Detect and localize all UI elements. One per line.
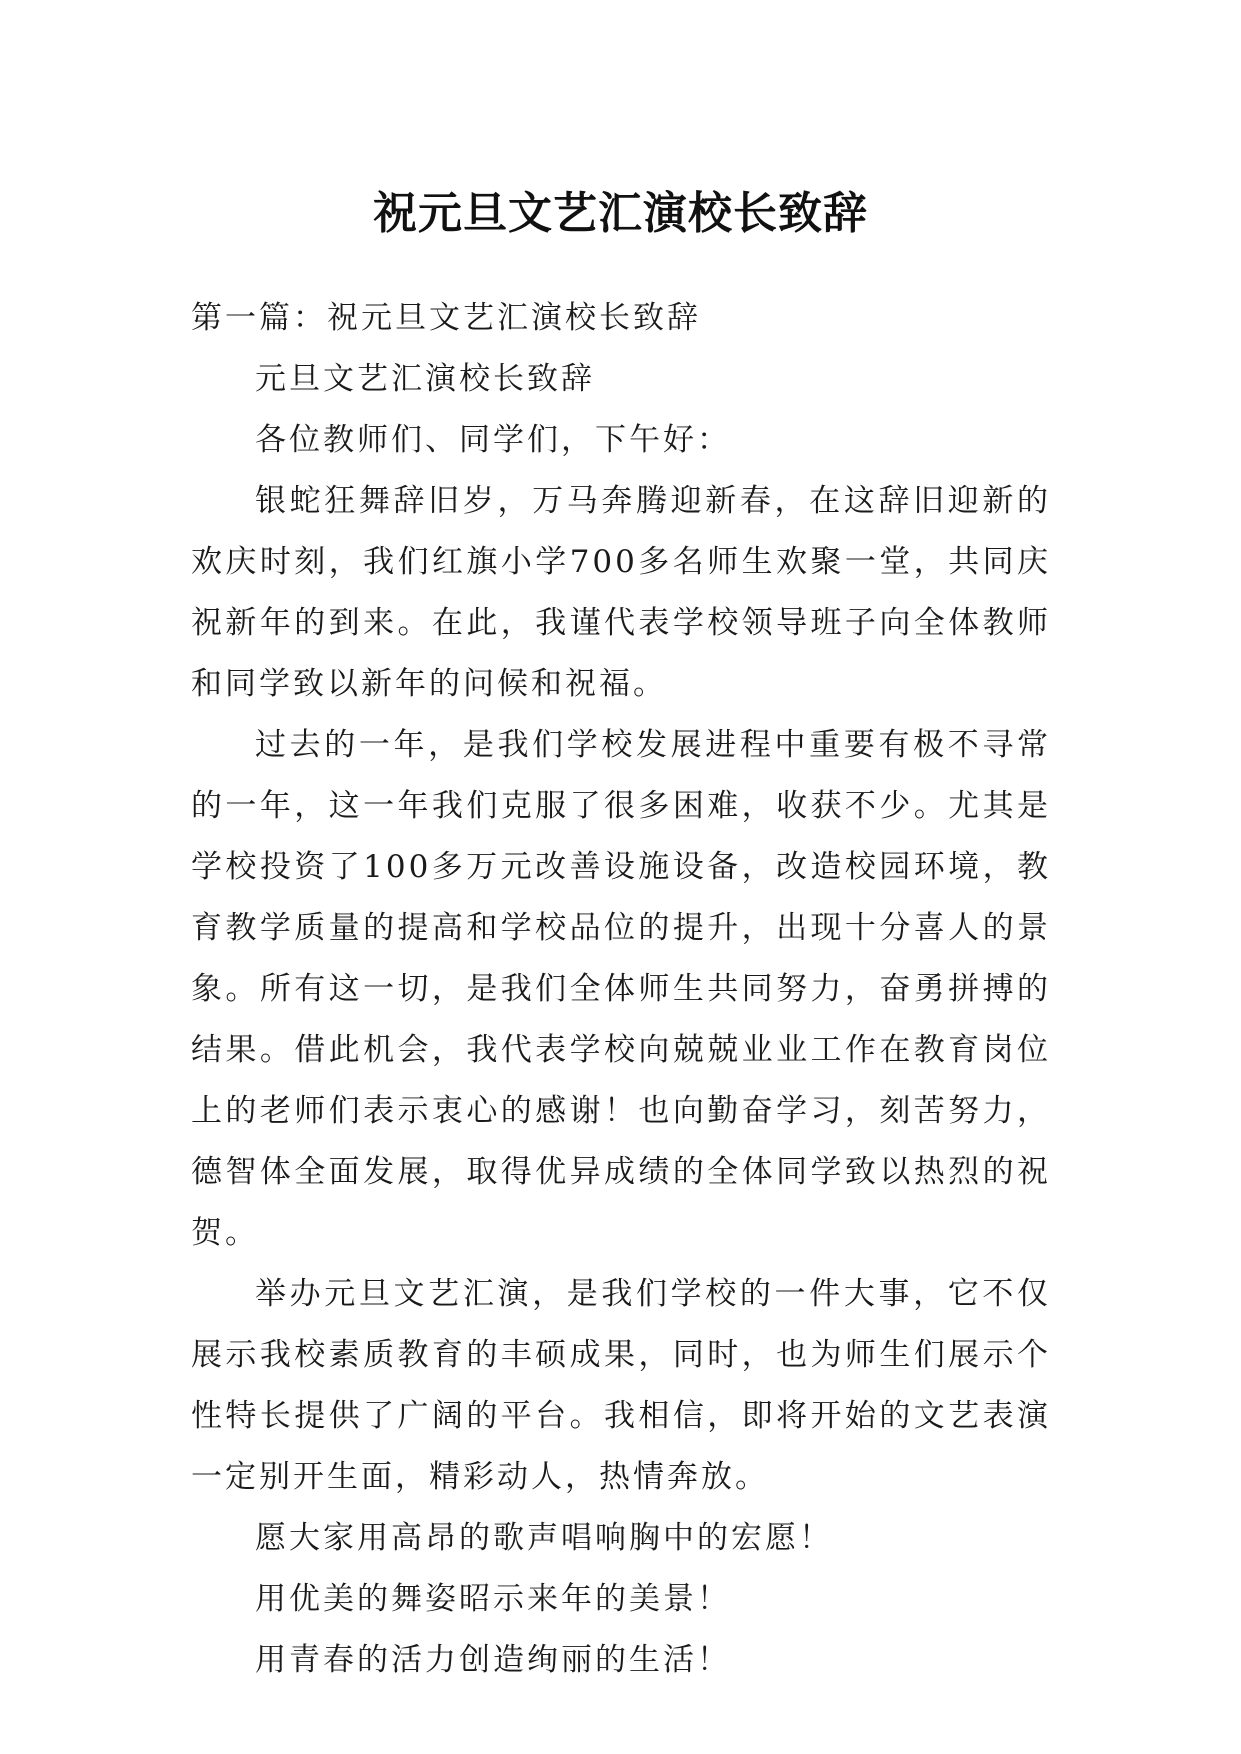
wish-line: 愿大家用高昂的歌声唱响胸中的宏愿！ [255,1520,833,1556]
body-paragraph: 银蛇狂舞辞旧岁，万马奔腾迎新春，在这辞旧迎新的欢庆时刻，我们红旗小学700多名师生欢聚一堂，共同庆祝新年的到来。在此，我谨代表学校领导班子向全体教师和同学致以新年的问候和祝福。 [191,483,1051,702]
document-body [191,288,1051,1691]
section-heading: 第一篇：祝元旦文艺汇演校长致辞 [191,300,701,336]
body-paragraph: 举办元旦文艺汇演，是我们学校的一件大事，它不仅展示我校素质教育的丰硕成果，同时，也为师生们展示个性特长提供了广阔的平台。我相信，即将开始的文艺表演一定别开生面，精彩动人，热情奔放。 [191,1276,1051,1495]
speech-title: 元旦文艺汇演校长致辞 [255,361,595,397]
wish-line: 用优美的舞姿昭示来年的美景！ [255,1581,731,1617]
wish-line: 用青春的活力创造绚丽的生活！ [255,1642,731,1678]
body-paragraph: 过去的一年，是我们学校发展进程中重要有极不寻常的一年，这一年我们克服了很多困难，收获不少。尤其是学校投资了100多万元改善设施设备，改造校园环境，教育教学质量的提高和学校品位的提升，出现十分喜人的景象。所有这一切，是我们全体师生共同努力，奋勇拼搏的结果。借此机会，我代表学校向兢兢业业工作在教育岗位上的老师们表示衷心的感谢！也向勤奋学习，刻苦努力，德智体全面发展，取得优异成绩的全体同学致以热烈的祝贺。 [191,727,1051,1251]
document-title: 祝元旦文艺汇演校长致辞 [373,188,868,240]
greeting-paragraph: 各位教师们、同学们，下午好： [255,422,731,458]
